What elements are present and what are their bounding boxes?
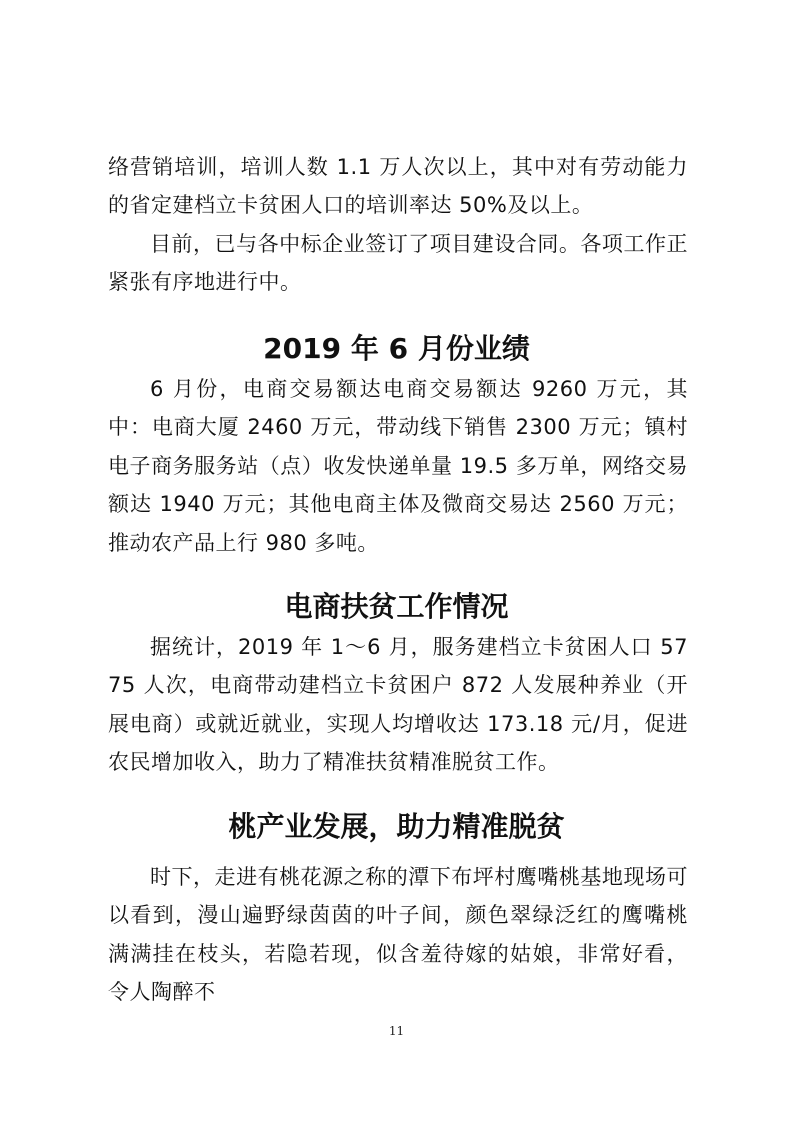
june-results-paragraph: 6 月份，电商交易额达电商交易额达 9260 万元，其中：电商大厦 2460 万元，带动线下销售 2300 万元；镇村电子商务服务站（点）收发快递单量 19.5 多万单，网络交易额达 1940 万元；其他电商主体及微商交易达 2560 万元；推动农产品上行 980 多吨。 [108, 377, 688, 555]
intro-section [108, 148, 688, 302]
june-results-heading: 2019 年 6 月份业绩 [263, 332, 530, 365]
peach-industry-heading: 桃产业发展，助力精准脱贫 [228, 810, 565, 843]
peach-industry-section [108, 858, 688, 1012]
poverty-alleviation-paragraph: 据统计，2019 年 1～6 月，服务建档立卡贫困人口 5775 人次，电商带动建档立卡贫困户 872 人发展种养业（开展电商）或就近就业，实现人均增收达 173.18 元/月，促进农民增加收入，助力了精准扶贫精准脱贫工作。 [108, 635, 688, 775]
intro-paragraph-2: 目前，已与各中标企业签订了项目建设合同。各项工作正紧张有序地进行中。 [108, 231, 688, 295]
page-number: 11 [388, 1024, 405, 1038]
peach-industry-paragraph: 时下，走进有桃花源之称的潭下布坪村鹰嘴桃基地现场可以看到，漫山遍野绿茵茵的叶子间，颜色翠绿泛红的鹰嘴桃满满挂在枝头，若隐若现，似含羞待嫁的姑娘，非常好看，令人陶醉不 [108, 865, 688, 1005]
june-results-section [108, 370, 688, 562]
poverty-alleviation-section [108, 628, 688, 782]
intro-paragraph-1: 络营销培训，培训人数 1.1 万人次以上，其中对有劳动能力的省定建档立卡贫困人口的培训率达 50%及以上。 [108, 155, 688, 218]
poverty-alleviation-heading: 电商扶贫工作情况 [284, 590, 509, 623]
